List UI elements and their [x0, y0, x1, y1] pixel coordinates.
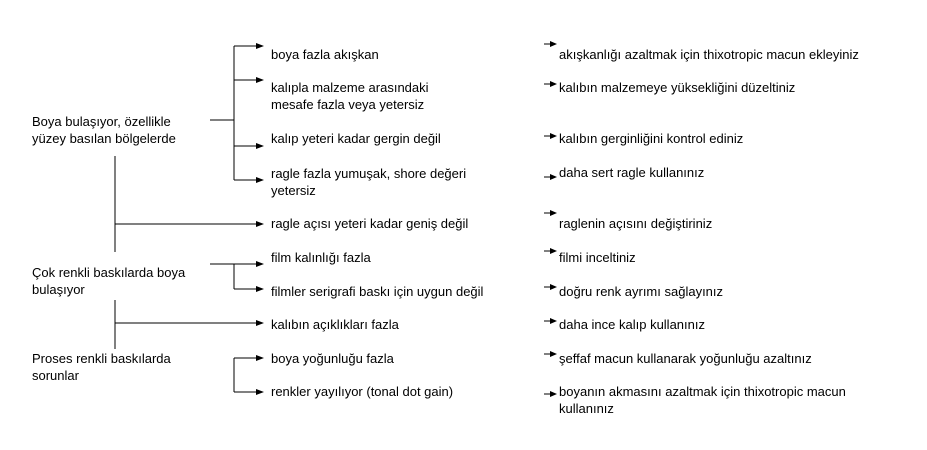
problem-process-color: Proses renkli baskılarda sorunlar — [32, 351, 171, 383]
solution-reduce-flow: boyanın akmasını azaltmak için thixotropic macun kullanınız — [559, 384, 846, 416]
solution-9-arrowhead — [550, 351, 557, 357]
problem-multicolor-smearing: Çok renkli baskılarda boya bulaşıyor — [32, 265, 186, 297]
solution-transparent-base: şeffaf macun kullanarak yoğunluğu azaltınız — [559, 351, 812, 366]
cause-tension-low: kalıp yeteri kadar gergin değil — [271, 131, 441, 146]
cause-film-thick: film kalınlığı fazla — [271, 250, 371, 265]
solution-2-arrowhead — [550, 81, 557, 87]
problem-paint-smearing: Boya bulaşıyor, özellikle yüzey basılan bölgelerde — [32, 114, 176, 146]
cause-9-arrowhead — [256, 355, 264, 361]
solution-color-separation: doğru renk ayrımı sağlayınız — [559, 284, 724, 299]
solution-5-arrowhead — [550, 210, 557, 216]
solution-finer-mesh: daha ince kalıp kullanınız — [559, 317, 705, 332]
cause-squeegee-angle: ragle açısı yeteri kadar geniş değil — [271, 216, 469, 231]
cause-dot-gain: renkler yayılıyor (tonal dot gain) — [271, 384, 454, 399]
cause-8-arrowhead — [256, 320, 264, 326]
cause-ink-density: boya yoğunluğu fazla — [271, 351, 394, 366]
cause-4-arrowhead — [256, 177, 264, 183]
cause-mesh-gap: kalıpla malzeme arasındaki mesafe fazla veya yetersiz — [271, 80, 429, 112]
solution-add-thixotropic: akışkanlığı azaltmak için thixotropic macun ekleyiniz — [559, 47, 859, 62]
cause-6-arrowhead — [256, 261, 264, 267]
solution-harder-squeegee: daha sert ragle kullanınız — [559, 165, 705, 180]
cause-5-arrowhead — [256, 221, 264, 227]
cause-1-arrowhead — [256, 43, 264, 49]
solution-change-angle: raglenin açısını değiştiriniz — [559, 216, 713, 231]
cause-paint-too-fluid: boya fazla akışkan — [271, 47, 379, 62]
solution-10-arrowhead — [550, 391, 557, 397]
cause-10-arrowhead — [256, 389, 264, 395]
solution-check-tension: kalıbın gerginliğini kontrol ediniz — [559, 131, 744, 146]
cause-2-arrowhead — [256, 77, 264, 83]
cause-mesh-openings: kalıbın açıklıkları fazla — [271, 317, 399, 332]
solution-4-arrowhead — [550, 174, 557, 180]
solution-1-arrowhead — [550, 41, 557, 47]
solution-6-arrowhead — [550, 248, 557, 254]
cause-3-arrowhead — [256, 143, 264, 149]
solution-3-arrowhead — [550, 133, 557, 139]
cause-squeegee-soft: ragle fazla yumuşak, shore değeri yetersiz — [271, 166, 467, 198]
solution-adjust-height: kalıbın malzemeye yüksekliğini düzeltiniz — [559, 80, 796, 95]
solution-8-arrowhead — [550, 318, 557, 324]
cause-film-unsuitable: filmler serigrafi baskı için uygun değil — [271, 284, 484, 299]
solution-7-arrowhead — [550, 284, 557, 290]
cause-7-arrowhead — [256, 286, 264, 292]
solution-thin-film: filmi inceltiniz — [559, 250, 636, 265]
